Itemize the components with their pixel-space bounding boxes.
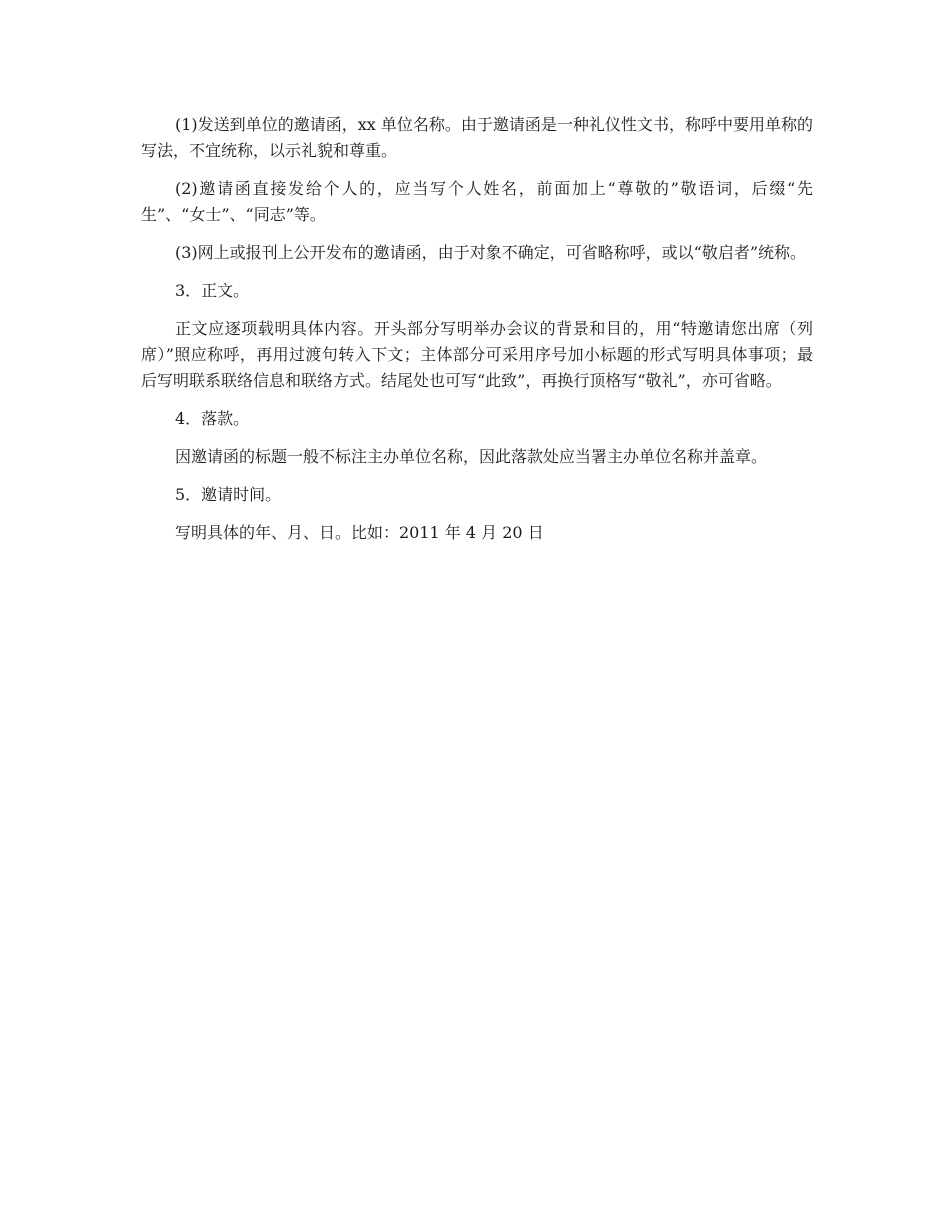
section-heading-date: 5．邀请时间。 bbox=[175, 485, 282, 504]
section-heading-signature: 4．落款。 bbox=[175, 409, 250, 428]
salutation-rule-public: (3)网上或报刊上公开发布的邀请函，由于对象不确定，可省略称呼，或以“敬启者”统称。 bbox=[175, 243, 807, 262]
salutation-rule-unit: (1)发送到单位的邀请函，xx 单位名称。由于邀请函是一种礼仪性文书，称呼中要用单称的写法，不宜统称，以示礼貌和尊重。 bbox=[141, 115, 813, 160]
date-text-paragraph: 写明具体的年、月、日。比如：2011 年 4 月 20 日 bbox=[175, 523, 544, 542]
signature-text-paragraph: 因邀请函的标题一般不标注主办单位名称，因此落款处应当署主办单位名称并盖章。 bbox=[175, 447, 768, 466]
section-heading-body: 3．正文。 bbox=[175, 281, 250, 300]
document-body bbox=[141, 112, 813, 558]
body-text-paragraph: 正文应逐项载明具体内容。开头部分写明举办会议的背景和目的，用“特邀请您出席（列席）”照应称呼，再用过渡句转入下文；主体部分可采用序号加小标题的形式写明具体事项；最后写明联系联络信息和联络方式。结尾处也可写“此致”，再换行顶格写“敬礼”，亦可省略。 bbox=[141, 319, 813, 390]
salutation-rule-individual: (2)邀请函直接发给个人的，应当写个人姓名，前面加上“尊敬的”敬语词，后缀“先生”、“女士”、“同志”等。 bbox=[141, 179, 813, 224]
